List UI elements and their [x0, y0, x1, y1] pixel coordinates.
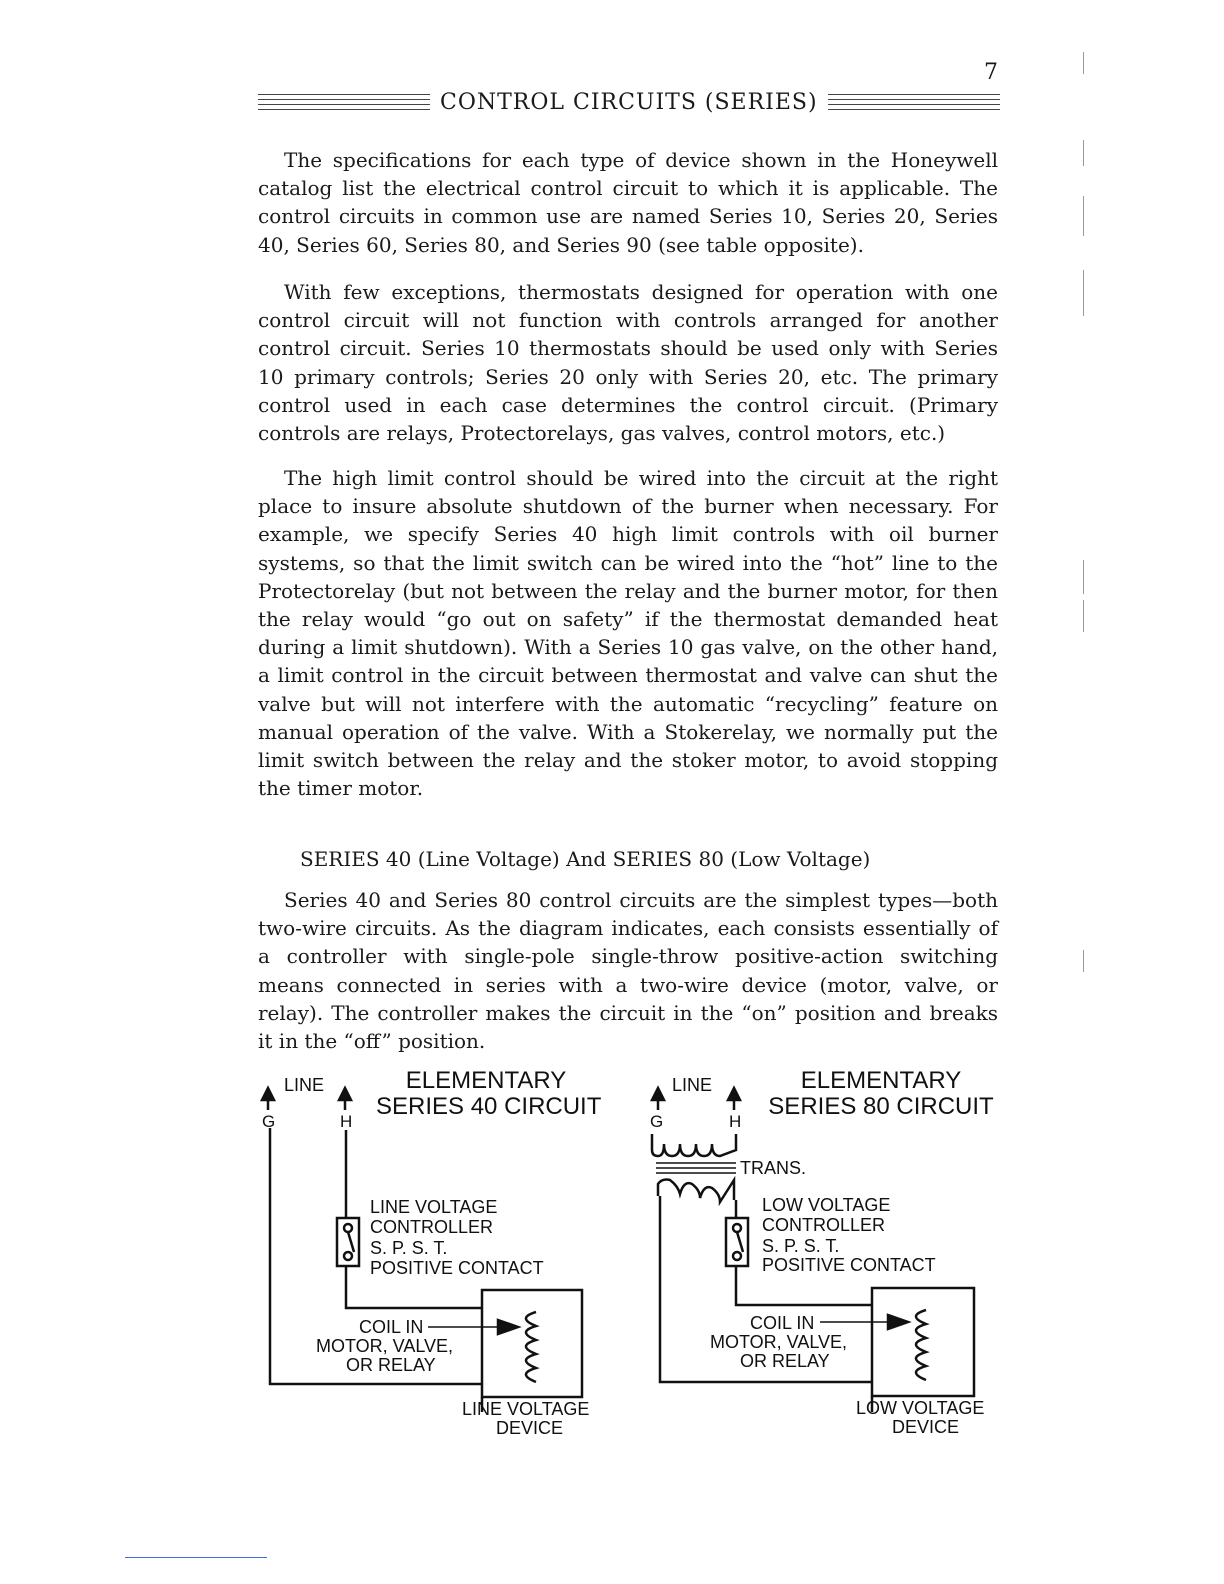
section-paragraph: Series 40 and Series 80 control circuits are the simplest types—both two-wire circuits. As the diagram indicates, each consists essentially of a controller with single-pole single-throw positive-action switching means connected in series with a two-wire device (motor, valve, or relay). The controller makes the circuit in the “on” position and breaks it in the “off” position.: [258, 888, 998, 1054]
series40-coil-line1: COIL IN: [359, 1317, 424, 1337]
page-number: 7: [984, 60, 998, 85]
series80-coil-line2: MOTOR, VALVE,: [710, 1332, 848, 1352]
margin-mark: [1083, 196, 1084, 236]
series40-controller-line2: CONTROLLER: [370, 1217, 494, 1237]
series40-controller-line4: POSITIVE CONTACT: [370, 1258, 544, 1278]
series40-title-line2: SERIES 40 CIRCUIT: [376, 1093, 602, 1120]
series40-g-label: G: [262, 1112, 276, 1131]
series40-title-line1: ELEMENTARY: [405, 1067, 567, 1094]
series80-h-label: H: [729, 1112, 742, 1131]
footnote-rule: [125, 1557, 267, 1558]
margin-mark: [1083, 140, 1084, 166]
series80-controller-line1: LOW VOLTAGE: [762, 1195, 891, 1215]
margin-mark: [1083, 600, 1084, 632]
series80-device-line2: DEVICE: [892, 1417, 960, 1437]
margin-mark: [1083, 270, 1084, 316]
series80-controller-line2: CONTROLLER: [762, 1215, 886, 1235]
series80-coil-line1: COIL IN: [750, 1313, 815, 1333]
series80-controller-line3: S. P. S. T.: [762, 1236, 840, 1256]
paragraph-2: With few exceptions, thermostats designed for operation with one control circuit will not function with controls arranged for another control circuit. Series 10 thermostats should be used only with Series 10 primary controls; Series 20 only with Series 20, etc. The primary control used in each case determines the control circuit. (Primary controls are relays, Protectorelays, gas valves, control motors, etc.): [258, 280, 998, 446]
margin-mark: [1083, 52, 1084, 74]
series80-controller-line4: POSITIVE CONTACT: [762, 1255, 936, 1275]
page-title: CONTROL CIRCUITS (SERIES): [440, 90, 818, 115]
series80-title-line2: SERIES 80 CIRCUIT: [768, 1093, 994, 1120]
section-heading: SERIES 40 (Line Voltage) And SERIES 80 (Low Voltage): [300, 847, 871, 871]
margin-mark: [1083, 950, 1084, 972]
paragraph-1: The specifications for each type of device shown in the Honeywell catalog list the electrical control circuit to which it is applicable. The control circuits in common use are named Series 10, Series 20, Series 40, Series 60, Series 80, and Series 90 (see table opposite).: [258, 148, 998, 257]
series80-coil-line3: OR RELAY: [740, 1351, 830, 1371]
series40-controller-line3: S. P. S. T.: [370, 1238, 448, 1258]
series40-controller-line1: LINE VOLTAGE: [370, 1197, 498, 1217]
series40-coil-line3: OR RELAY: [346, 1355, 436, 1375]
paragraph-3: The high limit control should be wired into the circuit at the right place to insure absolute shutdown of the burner when necessary. For example, we specify Series 40 high limit controls with oil burner systems, so that the limit switch can be wired into the “hot” line to the Protectorelay (but not between the relay and the burner motor, for then the relay would “go out on safety” if the thermostat demanded heat during a limit shutdown). With a Series 10 gas valve, on the other hand, a limit control in the circuit between thermostat and valve can shut the valve but will not interfere with the automatic “recycling” feature on manual operation of the valve. With a Stokerelay, we normally put the limit switch between the relay and the stoker motor, to avoid stopping the timer motor.: [258, 466, 998, 801]
series80-device-line1: LOW VOLTAGE: [856, 1398, 985, 1418]
series40-device-line2: DEVICE: [496, 1418, 564, 1438]
series40-coil-line2: MOTOR, VALVE,: [316, 1336, 454, 1356]
series40-h-label: H: [340, 1112, 353, 1131]
margin-mark: [1083, 560, 1084, 594]
series80-line-label: LINE: [672, 1075, 713, 1095]
series80-g-label: G: [650, 1112, 664, 1131]
series40-device-line1: LINE VOLTAGE: [462, 1399, 590, 1419]
series80-title-line1: ELEMENTARY: [800, 1067, 962, 1094]
series80-trans-label: TRANS.: [740, 1158, 807, 1178]
series40-line-label: LINE: [284, 1075, 325, 1095]
